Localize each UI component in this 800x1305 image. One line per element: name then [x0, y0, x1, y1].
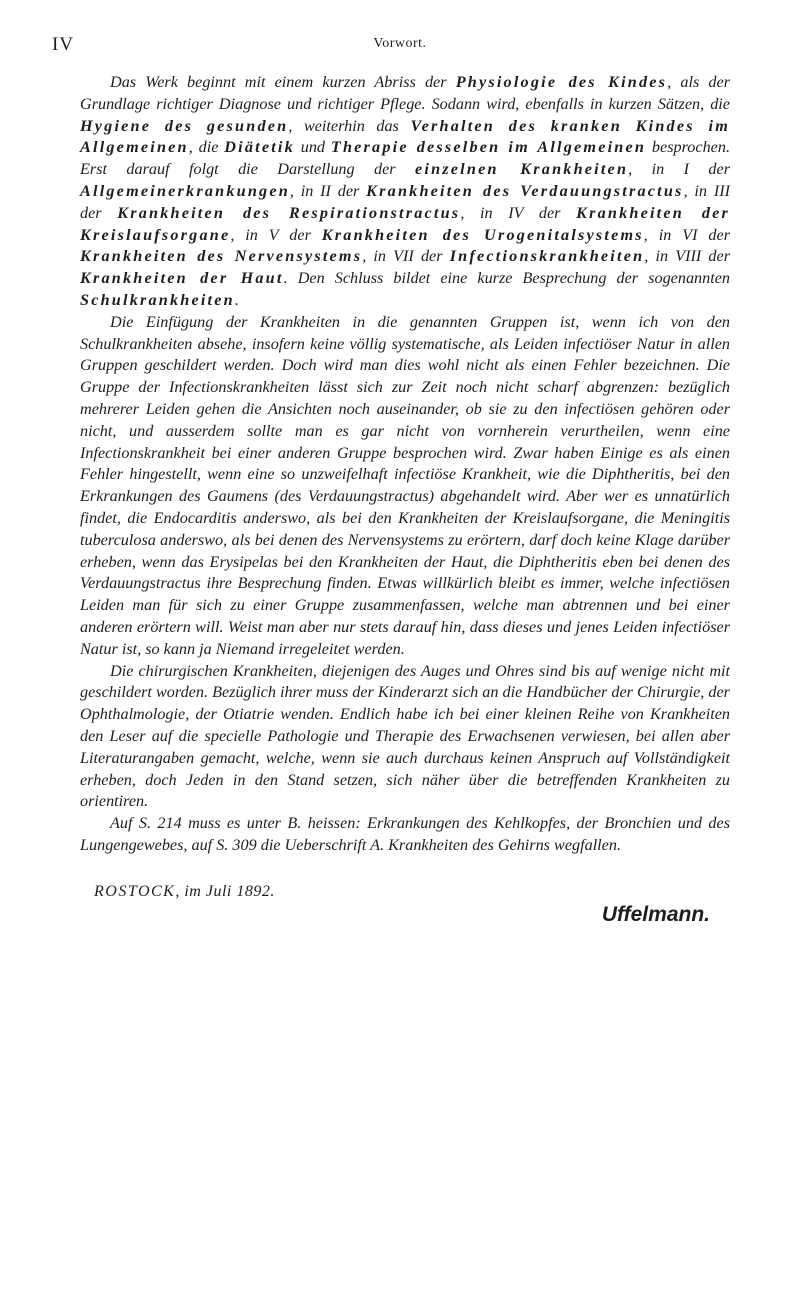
spaced-term: Physiologie des Kindes — [455, 73, 668, 91]
spaced-term: Krankheiten des Respirationstractus — [117, 203, 461, 222]
spaced-term: Infectionskrankheiten — [449, 247, 645, 266]
running-head: Vorwort. — [373, 36, 427, 51]
text-run: Die Einfügung der Krankheiten in die genannten Gruppen ist, wenn ich von den Schulkrankheiten absehe, insofern keine völlig systematische, als Leiden infectiöser Natur in allen Gruppen geschildert werden. Doch wird man dies wohl nicht als einen Fehler bezeichnen. Die Gruppe der Infectionskrankheiten lässt sich zur Zeit noch nicht scharf abgrenzen: bezüglich mehrerer Leiden gehen die Ansichten noch auseinander, ob sie zu den infectiösen gehören oder nicht, und ausserdem sollte man es gar nicht von vornherein verurtheilen, wenn eine Infectionskrankheit bei einer anderen Gruppe besprochen wird. Zwar haben Einige es als einen Fehler hingestellt, wenn eine so unzweifelhaft infectiöse Krankheit, wie die Diphtheritis, bei den Erkrankungen des Gaumens (des Verdauungstractus) abgehandelt wird. Aber wer es unnatürlich findet, die Endocarditis anderswo, als bei den Krankheiten der Kreislaufsorgane, die Meningitis tuberculosa anderswo, als bei denen des Nervensystems zu erörtern, darf doch keine Klage darüber erheben, wenn das Erysipelas bei den Krankheiten der Haut, die Diphtheritis eben bei denen des Verdauungstractus ihre Besprechung finden. Etwas willkürlich bleibt es immer, welche infectiösen Leiden man für sich zu einer Gruppe zusammenfassen, welche man abtrennen und bei einer anderen erörtern will. Weist man aber nur stets darauf hin, dass dieses und jenes Leiden infectiöser Natur ist, so kann ja Niemand irregeleitet werden. — [80, 312, 730, 658]
spaced-term: Krankheiten der Kreislaufsorgane — [80, 203, 730, 244]
spaced-term: Hygiene des gesunden — [80, 116, 289, 135]
text-run: besprochen. Erst darauf folgt die Darstellung der — [80, 138, 730, 179]
page-number: IV — [52, 34, 75, 55]
text-run: . — [234, 290, 239, 309]
text-run: , als der Grundlage richtiger Diagnose und richtiger Pflege. Sodann wird, ebenfalls in kurzen Sätzen, die — [80, 73, 731, 113]
text-run: Auf S. 214 muss es unter B. heissen: Erkrankungen des Kehlkopfes, der Bronchien und des Lungengewebes, auf S. 309 die Ueberschrift A. Krankheiten des Gehirns wegfallen. — [80, 814, 730, 854]
text-run: , in III der — [80, 181, 730, 222]
text-run: , in V der — [230, 225, 322, 244]
paragraphs — [80, 72, 730, 857]
spaced-term: Allgemeinerkrankungen — [80, 181, 290, 200]
text-run: , die — [188, 138, 225, 157]
spaced-term: Diätetik — [224, 138, 295, 157]
date: , im Juli 1892. — [175, 882, 275, 900]
text-run: , in VI der — [643, 225, 730, 244]
spaced-term: Krankheiten des Verdauungstractus — [366, 181, 684, 200]
signature: Uffelmann. — [601, 902, 710, 926]
spaced-term: Krankheiten des Nervensystems — [80, 247, 363, 266]
spaced-term: Therapie desselben im Allgemeinen — [330, 138, 647, 157]
page-header — [50, 22, 750, 62]
text-run: und — [294, 138, 331, 157]
preface-body — [80, 72, 730, 963]
spaced-term: Krankheiten der Haut — [80, 269, 284, 288]
paragraph — [80, 312, 730, 661]
closing — [80, 883, 730, 963]
place-date — [94, 883, 275, 901]
text-run: . Den Schluss bildet eine kurze Besprechung der sogenannten — [283, 269, 731, 288]
spaced-term: Verhalten des kranken Kindes im Allgemeinen — [80, 116, 730, 157]
text-run: , weiterhin das — [288, 116, 411, 135]
paragraph — [80, 813, 730, 857]
text-run: , in VIII der — [644, 247, 730, 266]
text-run: , in VII der — [362, 247, 450, 266]
text-run: Die chirurgischen Krankheiten, diejenigen des Auges und Ohres sind bis auf wenige nicht mit geschildert worden. Bezüglich ihrer muss der Kinderarzt sich an die Handbücher der Chirurgie, der Ophthalmologie, der Otiatrie wenden. Endlich habe ich bei einer kleinen Reihe von Krankheiten den Leser auf die specielle Pathologie und Therapie des Erwachsenen verwiesen, bei allen aber Literaturangaben gemacht, welche, wenn sie auch durchaus keinen Anspruch auf Vollständigkeit erheben, doch Jeden in den Stand setzen, sich näher über die betreffenden Krankheiten zu orientiren. — [80, 661, 730, 811]
place: ROSTOCK — [94, 882, 176, 900]
paragraph — [80, 72, 730, 312]
text-run: , in I der — [628, 160, 731, 179]
text-run: Das Werk beginnt mit einem kurzen Abriss der — [110, 73, 456, 91]
text-run: , in II der — [289, 181, 367, 200]
spaced-term: einzelnen Krankheiten — [415, 160, 629, 179]
spaced-term: Krankheiten des Urogenitalsystems — [321, 225, 644, 244]
text-run: , in IV der — [460, 203, 577, 222]
spaced-term: Schulkrankheiten — [80, 290, 235, 309]
paragraph — [80, 661, 730, 814]
